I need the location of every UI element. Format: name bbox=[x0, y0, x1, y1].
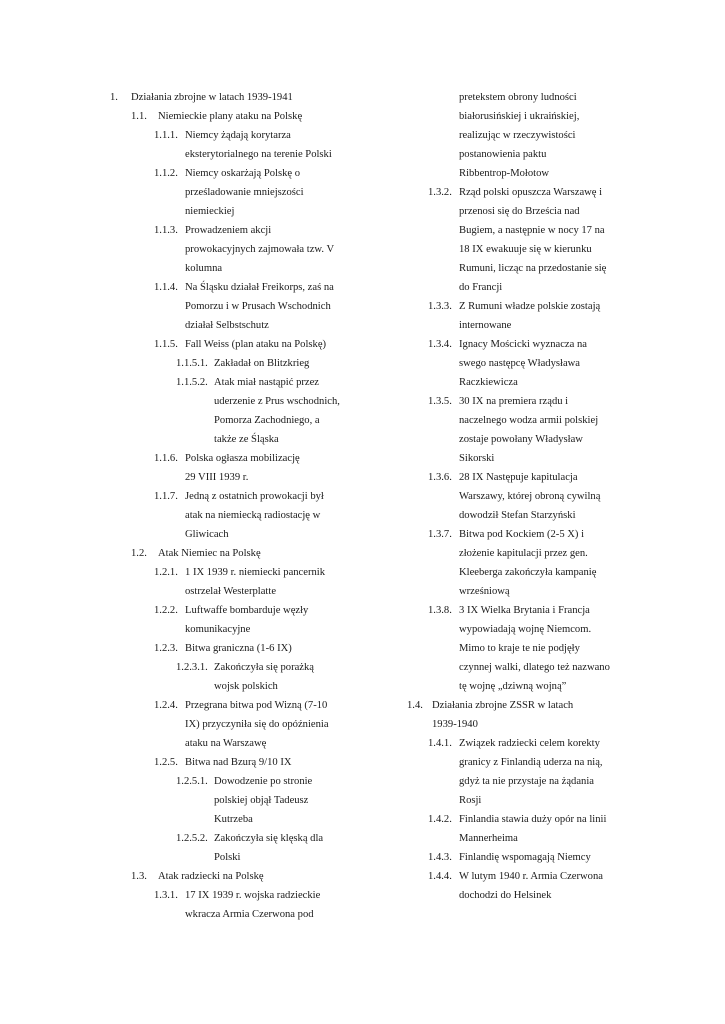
item-text: Ignacy Mościcki wyznacza na bbox=[459, 339, 587, 350]
item-text: wojsk polskich bbox=[214, 681, 278, 692]
item-text: niemieckiej bbox=[185, 206, 235, 217]
item-text: eksterytorialnego na terenie Polski bbox=[185, 149, 332, 160]
item-text: Warszawy, której obroną cywilną bbox=[459, 491, 601, 502]
item-number: 1.4.4. bbox=[428, 871, 452, 882]
item-text: Dowodzenie po stronie bbox=[214, 776, 313, 787]
item-number: 1.3.5. bbox=[428, 396, 452, 407]
item-text: 17 IX 1939 r. wojska radzieckie bbox=[185, 890, 321, 901]
item-text: ataku na Warszawę bbox=[185, 738, 267, 749]
item-text: Bitwa pod Kockiem (2-5 X) i bbox=[459, 529, 585, 540]
item-number: 1.3.8. bbox=[428, 605, 452, 616]
item-text: wkracza Armia Czerwona pod bbox=[185, 909, 314, 920]
item-number: 1.1. bbox=[131, 111, 147, 122]
item-text: Zakończyła się porażką bbox=[214, 662, 314, 673]
item-text: swego następcę Władysława bbox=[459, 358, 581, 369]
item-number: 1.1.6. bbox=[154, 453, 178, 464]
item-number: 1.2.5. bbox=[154, 757, 178, 768]
item-text: Z Rumuni władze polskie zostają bbox=[459, 301, 601, 312]
item-number: 1.2.3.1. bbox=[176, 662, 208, 673]
item-number: 1.2.5.1. bbox=[176, 776, 208, 787]
item-text: Przegrana bitwa pod Wizną (7-10 bbox=[185, 700, 328, 711]
item-number: 1.1.1. bbox=[154, 130, 178, 141]
item-text: Bitwa nad Bzurą 9/10 IX bbox=[185, 757, 292, 768]
item-text: 1 IX 1939 r. niemiecki pancernik bbox=[185, 567, 326, 578]
item-text: 18 IX ewakuuje się w kierunku bbox=[459, 244, 592, 255]
item-text: Działania zbrojne w latach 1939-1941 bbox=[131, 92, 293, 103]
item-number: 1.1.2. bbox=[154, 168, 178, 179]
item-text: Sikorski bbox=[459, 453, 495, 464]
item-text: tę wojnę „dziwną wojną” bbox=[459, 681, 567, 692]
item-text: Mimo to kraje te nie podjęły bbox=[459, 643, 580, 654]
item-text: Ribbentrop-Mołotow bbox=[459, 168, 550, 179]
item-text: internowane bbox=[459, 320, 512, 331]
item-text: Polska ogłasza mobilizację bbox=[185, 453, 300, 464]
item-text: prowokacyjnych zajmowała tzw. V bbox=[185, 244, 335, 255]
item-text: Prowadzeniem akcji bbox=[185, 225, 272, 236]
item-text: Rosji bbox=[459, 795, 482, 806]
item-text: 30 IX na premiera rządu i bbox=[459, 396, 569, 407]
item-number: 1.1.5.1. bbox=[176, 358, 208, 369]
item-text: Luftwaffe bombarduje węzły bbox=[185, 605, 309, 616]
item-text: kolumna bbox=[185, 263, 223, 274]
item-text: postanowienia paktu bbox=[459, 149, 547, 160]
item-text: Finlandia stawia duży opór na linii bbox=[459, 814, 607, 825]
item-text: wypowiadają wojnę Niemcom. bbox=[459, 624, 592, 635]
item-number: 1.1.5.2. bbox=[176, 377, 208, 388]
item-text: Finlandię wspomagają Niemcy bbox=[459, 852, 591, 863]
item-number: 1.2. bbox=[131, 548, 147, 559]
item-number: 1.3.7. bbox=[428, 529, 452, 540]
item-number: 1.4.3. bbox=[428, 852, 452, 863]
item-text: 28 IX Następuje kapitulacja bbox=[459, 472, 578, 483]
item-text: Raczkiewicza bbox=[459, 377, 518, 388]
item-number: 1.3.2. bbox=[428, 187, 452, 198]
item-number: 1.2.2. bbox=[154, 605, 178, 616]
item-text: Mannerheima bbox=[459, 833, 518, 844]
item-text: granicy z Finlandią uderza na nią, bbox=[459, 757, 603, 768]
item-text: białorusińskiej i ukraińskiej, bbox=[459, 111, 580, 122]
item-text: 3 IX Wielka Brytania i Francja bbox=[459, 605, 590, 616]
item-number: 1.2.5.2. bbox=[176, 833, 208, 844]
item-text: do Francji bbox=[459, 282, 503, 293]
item-text: Pomorza Zachodniego, a bbox=[214, 415, 320, 426]
item-text: Rumuni, licząc na przedostanie się bbox=[459, 263, 607, 274]
item-number: 1.1.4. bbox=[154, 282, 178, 293]
item-number: 1.2.1. bbox=[154, 567, 178, 578]
item-number: 1. bbox=[110, 92, 118, 103]
item-text: ostrzelał Westerplatte bbox=[185, 586, 277, 597]
item-text: Na Śląsku działał Freikorps, zaś na bbox=[185, 282, 334, 293]
item-text: także ze Śląska bbox=[214, 434, 279, 445]
item-text: Atak Niemiec na Polskę bbox=[158, 548, 261, 559]
item-text: wrześniową bbox=[459, 586, 510, 597]
item-text: Zakładał on Blitzkrieg bbox=[214, 358, 310, 369]
item-number: 1.3. bbox=[131, 871, 147, 882]
item-text: realizując w rzeczywistości bbox=[459, 130, 576, 141]
item-text: Bitwa graniczna (1-6 IX) bbox=[185, 643, 292, 654]
item-text: złożenie kapitulacji przez gen. bbox=[459, 548, 588, 559]
item-text: W lutym 1940 r. Armia Czerwona bbox=[459, 871, 603, 882]
item-number: 1.4.1. bbox=[428, 738, 452, 749]
item-text: Działania zbrojne ZSSR w latach bbox=[432, 700, 574, 711]
item-text: Bugiem, a następnie w nocy 17 na bbox=[459, 225, 605, 236]
item-number: 1.3.1. bbox=[154, 890, 178, 901]
item-number: 1.2.4. bbox=[154, 700, 178, 711]
item-text: Atak radziecki na Polskę bbox=[158, 871, 264, 882]
item-text: czynnej walki, dlatego też nazwano bbox=[459, 662, 610, 673]
item-text: dowodził Stefan Starzyński bbox=[459, 510, 576, 521]
item-text: IX) przyczyniła się do opóźnienia bbox=[185, 719, 329, 730]
item-text: Fall Weiss (plan ataku na Polskę) bbox=[185, 339, 327, 350]
item-text: komunikacyjne bbox=[185, 624, 251, 635]
item-text: 29 VIII 1939 r. bbox=[185, 472, 249, 483]
item-text: działał Selbstschutz bbox=[185, 320, 269, 331]
item-number: 1.3.4. bbox=[428, 339, 452, 350]
item-text: Gliwicach bbox=[185, 529, 229, 540]
item-text: Rząd polski opuszcza Warszawę i bbox=[459, 187, 603, 198]
item-number: 1.3.6. bbox=[428, 472, 452, 483]
item-text: zostaje powołany Władysław bbox=[459, 434, 583, 445]
item-text: Niemieckie plany ataku na Polskę bbox=[158, 111, 303, 122]
item-text: Pomorzu i w Prusach Wschodnich bbox=[185, 301, 331, 312]
item-number: 1.4. bbox=[407, 700, 423, 711]
item-number: 1.2.3. bbox=[154, 643, 178, 654]
item-text: Niemcy oskarżają Polskę o bbox=[185, 168, 301, 179]
item-text: naczelnego wodza armii polskiej bbox=[459, 415, 599, 426]
item-number: 1.3.3. bbox=[428, 301, 452, 312]
item-text: prześladowanie mniejszości bbox=[185, 187, 304, 198]
item-text: Polski bbox=[214, 852, 241, 863]
item-text: atak na niemiecką radiostację w bbox=[185, 510, 321, 521]
item-text: pretekstem obrony ludności bbox=[459, 92, 577, 103]
item-number: 1.1.3. bbox=[154, 225, 178, 236]
item-number: 1.1.7. bbox=[154, 491, 178, 502]
item-text: 1939-1940 bbox=[432, 719, 478, 730]
item-text: Niemcy żądają korytarza bbox=[185, 130, 291, 141]
item-number: 1.1.5. bbox=[154, 339, 178, 350]
item-text: Atak miał nastąpić przez bbox=[214, 377, 320, 388]
item-number: 1.4.2. bbox=[428, 814, 452, 825]
item-text: gdyż ta nie przystaje na żądania bbox=[459, 776, 595, 787]
item-text: Zakończyła się klęską dla bbox=[214, 833, 324, 844]
item-text: Kutrzeba bbox=[214, 814, 253, 825]
item-text: Jedną z ostatnich prowokacji był bbox=[185, 491, 324, 502]
item-text: Kleeberga zakończyła kampanię bbox=[459, 567, 597, 578]
item-text: przenosi się do Brześcia nad bbox=[459, 206, 580, 217]
item-text: uderzenie z Prus wschodnich, bbox=[214, 396, 340, 407]
item-text: Związek radziecki celem korekty bbox=[459, 738, 600, 749]
item-text: dochodzi do Helsinek bbox=[459, 890, 552, 901]
item-text: polskiej objął Tadeusz bbox=[214, 795, 309, 806]
